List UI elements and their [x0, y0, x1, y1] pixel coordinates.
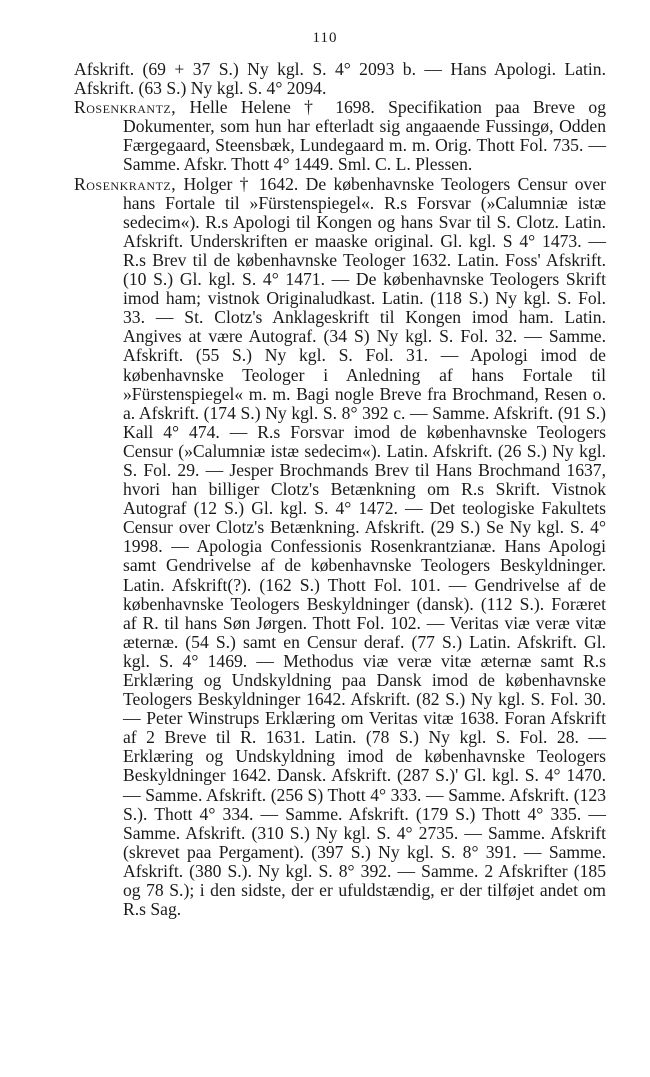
page-number: 110 — [312, 30, 338, 46]
entry-apologi-continued — [70, 60, 606, 98]
entry-rosenkrantz-helle — [74, 97, 606, 175]
entry-surname: Rosenkrantz, — [74, 97, 177, 118]
entry-text: Helle Helene † 1698. Specifikation paa Breve og Dokumenter, som hun har efterladt sig angaaende Fussingø, Odden Færgegaard, Steensbæk, Lundegaard m. m. Orig. Thott Fol. 735. — Samme. Afskr. Thott 4° 1449. Sml. C. L. Plessen. — [123, 97, 606, 175]
entry-text: Afskrift. (69 + 37 S.) Ny kgl. S. 4° 2093 b. — Hans Apologi. Latin. Afskrift. (63 S.) Ny kgl. S. 4° 2094. — [74, 59, 606, 99]
entry-rosenkrantz-holger — [74, 173, 606, 920]
entry-surname: Rosenkrantz, — [74, 173, 177, 194]
catalogue-entries — [70, 60, 606, 919]
entry-text: Holger † 1642. De københavnske Teologers Censur over hans Fortale til »Fürstenspiegel«. R.s Forsvar (»Calumniæ istæ sedecim«). R.s Apologi til Kongen og hans Svar til S. Clotz. Latin. Afskrift. Underskriften er maaske original. Gl. kgl. S 4° 1473. — R.s Brev til de københavnske Teologer 1632. Latin. Foss' Afskrift. (10 S.) Gl. kgl. S. 4° 1471. — De københavnske Teologers Skrift imod ham; vistnok Originaludkast. Latin. (118 S.) Ny kgl. S. Fol. 33. — St. Clotz's Anklageskrift til Kongen imod ham. Latin. Angives at være Autograf. (34 S) Ny kgl. S. Fol. 32. — Samme. Afskrift. (55 S.) Ny kgl. S. Fol. 31. — Apologi imod de københavnske Teologer i Anledning af hans Fortale til »Fürstenspiegel« m. m. Bagi nogle Breve fra Brochmand, Resen o. a. Afskrift. (174 S.) Ny kgl. S. 8° 392 c. — Samme. Afskrift. (91 S.) Kall 4° 474. — R.s Forsvar imod de københavnske Teologers Censur (»Calumniæ istæ sedecim«). Latin. Afskrift. (26 S.) Ny kgl. S. Fol. 29. — Jesper Brochmands Brev til Hans Brochmand 1637, hvori han billiger Clotz's Betænkning om R.s Skrift. Vistnok Autograf (12 S.) Gl. kgl. S. 4° 1472. — Det teologiske Fakultets Censur over Clotz's Betænkning. Afskrift. (29 S.) Se Ny kgl. S. 4° 1998. — Apologia Confessionis Rosenkrantzianæ. Hans Apologi samt Gendrivelse af de københavnske Teologers Beskyldninger. Latin. Afskrift(?). (162 S.) Thott Fol. 101. — Gendrivelse af de københavnske Teologers Beskyldninger (dansk). (112 S.). Foræret af R. til hans Søn Jørgen. Thott Fol. 102. — Veritas viæ veræ vitæ æternæ. (54 S.) samt en Censur deraf. (77 S.) Latin. Afskrift. Gl. kgl. S. 4° 1469. — Methodus viæ veræ vitæ æternæ samt R.s Erklæring og Undskyldning paa Dansk imod de københavnske Teologers Beskyldninger 1642. Afskrift. (82 S.) Ny kgl. S. Fol. 30. — Peter Winstrups Erklæring om Veritas vitæ 1638. Foran Afskrift af 2 Breve til R. 1631. Latin. (78 S.) Ny kgl. S. Fol. 28. — Erklæring og Undskyldning imod de københavnske Teologers Beskyldninger 1642. Dansk. Afskrift. (287 S.)' Gl. kgl. S. 4° 1470. — Samme. Afskrift. (256 S) Thott 4° 333. — Samme. Afskrift. (123 S.). Thott 4° 334. — Samme. Afskrift. (179 S.) Thott 4° 335. — Samme. Afskrift. (310 S.) Ny kgl. S. 4° 2735. — Samme. Afskrift (skrevet paa Pergament). (397 S.) Ny kgl. S. 8° 391. — Samme. Afskrift. (380 S.). Ny kgl. S. 8° 392. — Samme. 2 Afskrifter (185 og 78 S.); i den sidste, der er ufuldstændig, er der tilføjet andet om R.s Sag. — [123, 173, 606, 920]
